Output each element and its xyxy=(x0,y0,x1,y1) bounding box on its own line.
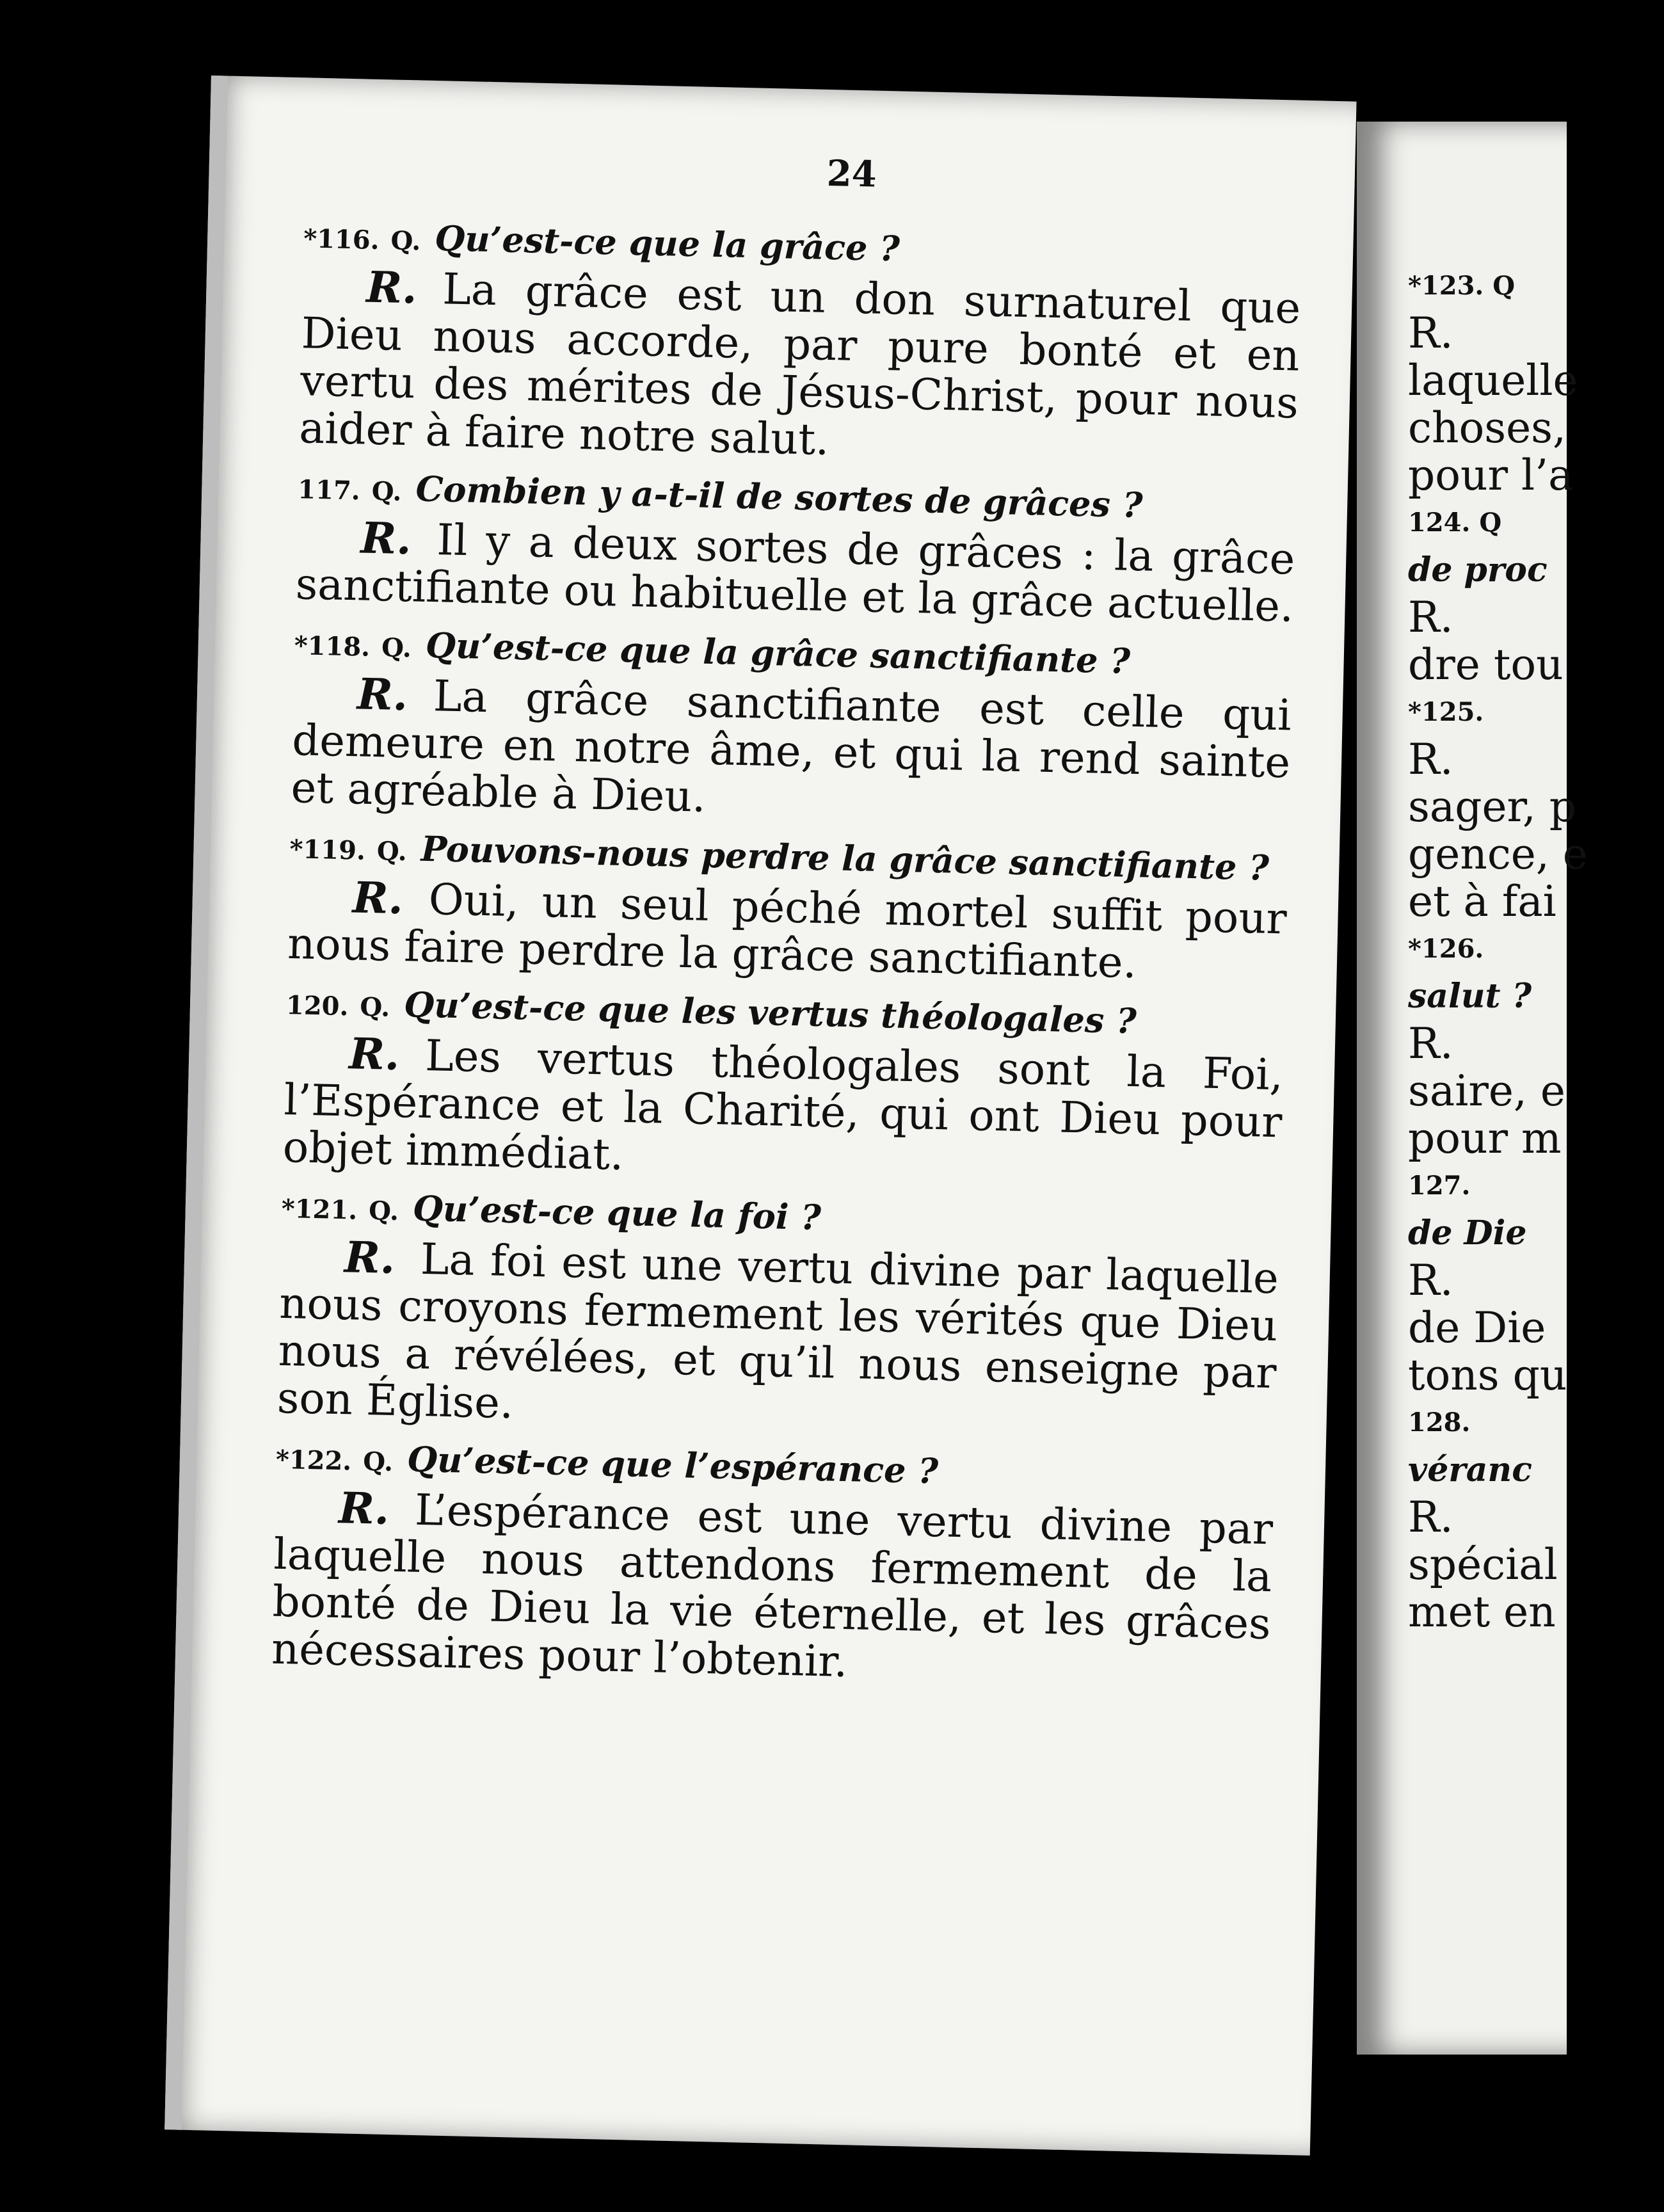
question-text: Qu’est-ce que les vertus théologales ? xyxy=(403,984,1137,1042)
r-label: R. xyxy=(348,1028,401,1080)
answer-text: L’espérance est une vertu divine par laquelle nous attendons fermement de la bonté de Dieu la vie éternelle, et les grâces nécessaires pour l’obtenir. xyxy=(271,1484,1274,1687)
entry-118 xyxy=(291,619,1293,833)
question-number: *122. xyxy=(275,1444,352,1477)
question-number: *119. xyxy=(289,834,366,866)
r-label: R. xyxy=(365,261,418,314)
right-page-line: R. xyxy=(1408,309,1453,358)
right-page-partial xyxy=(1357,122,1588,2055)
right-page-line: *126. xyxy=(1408,934,1484,964)
question-number: 117. xyxy=(297,474,361,506)
right-page-line: pour l’a xyxy=(1408,451,1574,500)
question-number: *118. xyxy=(294,630,371,662)
q-label: Q. xyxy=(362,1446,394,1477)
right-page-line: de proc xyxy=(1408,550,1548,589)
right-page-line: pour m xyxy=(1408,1114,1562,1163)
q-label: Q. xyxy=(390,225,421,257)
catechism-entries xyxy=(271,212,1302,1706)
right-page-line: *125. xyxy=(1408,697,1484,727)
question-number: *116. xyxy=(303,223,380,256)
right-page-line: R. xyxy=(1408,1256,1453,1305)
right-page-line: spécial xyxy=(1408,1540,1558,1589)
right-page-line: tons qu xyxy=(1408,1350,1567,1400)
r-label: R. xyxy=(338,1482,390,1534)
entry-117 xyxy=(295,463,1297,630)
q-label: Q. xyxy=(381,632,412,664)
answer-text: Oui, un seul péché mortel suffit pour nous faire perdre la grâce sanctifiante. xyxy=(287,874,1288,988)
answer-paragraph xyxy=(295,513,1295,630)
r-label: R. xyxy=(344,1231,396,1283)
q-label: Q. xyxy=(376,836,408,867)
r-label: R. xyxy=(352,872,404,924)
right-page-line: R. xyxy=(1408,1493,1453,1542)
right-page-line: et à fai xyxy=(1408,877,1556,926)
answer-text: Il y a deux sortes de grâces : la grâce sanctifiante ou habituelle et la grâce actuelle. xyxy=(295,515,1296,632)
right-page-line: choses, xyxy=(1408,403,1566,453)
answer-paragraph xyxy=(276,1232,1279,1444)
right-page-line: R. xyxy=(1408,1019,1453,1068)
answer-paragraph xyxy=(271,1483,1273,1695)
entry-121 xyxy=(276,1182,1280,1444)
r-label: R. xyxy=(356,668,409,721)
entry-116 xyxy=(299,212,1302,474)
answer-paragraph xyxy=(291,669,1292,833)
question-text: Qu’est-ce que l’espérance ? xyxy=(406,1438,939,1492)
question-text: Qu’est-ce que la grâce sanctifiante ? xyxy=(425,624,1131,682)
question-number: *121. xyxy=(281,1193,358,1226)
q-label: Q. xyxy=(368,1196,399,1227)
entry-120 xyxy=(282,979,1284,1193)
r-label: R. xyxy=(360,512,412,565)
right-page-line: *123. Q xyxy=(1408,271,1516,301)
right-page-line: sager, p xyxy=(1408,782,1577,831)
entry-122 xyxy=(271,1433,1274,1695)
q-label: Q. xyxy=(371,476,403,507)
right-page-line: R. xyxy=(1408,593,1453,642)
right-page-line: met en xyxy=(1408,1587,1556,1637)
left-page xyxy=(164,76,1356,2156)
question-number: 120. xyxy=(285,990,349,1022)
answer-text: La grâce sanctifiante est celle qui demeure en notre âme, et qui la rend sainte et agréable à Dieu. xyxy=(290,671,1292,822)
right-page-line: R. xyxy=(1408,735,1453,784)
right-page-line: dre tou xyxy=(1408,640,1564,689)
answer-text: La grâce est un don surnaturel que Dieu nous accorde, par pure bonté et en vertu des mérites de Jésus-Christ, pour nous aider à faire notre salut. xyxy=(298,264,1302,465)
page-number: 24 xyxy=(826,152,877,196)
right-page-line: 127. xyxy=(1408,1171,1471,1201)
right-page-line: 124. Q xyxy=(1408,508,1502,538)
q-label: Q. xyxy=(359,991,390,1023)
right-page-line: 128. xyxy=(1408,1407,1471,1438)
answer-text: Les vertus théologales sont la Foi, l’Espérance et la Charité, qui ont Dieu pour objet immédiat. xyxy=(282,1030,1284,1180)
answer-text: La foi est une vertu divine par laquelle nous croyons fermement les vérités que Dieu nous a révélées, et qu’il nous enseigne par son Église. xyxy=(276,1233,1279,1429)
right-page-line: de Die xyxy=(1408,1214,1527,1253)
right-page-line: saire, e xyxy=(1408,1066,1565,1116)
right-page-line: laquelle xyxy=(1408,356,1578,405)
answer-paragraph xyxy=(282,1029,1284,1193)
right-page-lines xyxy=(1408,262,1664,1636)
right-page-line: véranc xyxy=(1408,1450,1532,1489)
answer-paragraph xyxy=(287,872,1287,990)
question-text: Pouvons-nous perdre la grâce sanctifiante ? xyxy=(420,828,1270,888)
question-text: Qu’est-ce que la foi ? xyxy=(412,1187,822,1238)
right-page-line: gence, e xyxy=(1408,830,1588,879)
answer-paragraph xyxy=(299,262,1301,474)
entry-119 xyxy=(287,822,1288,990)
right-page-line: de Die xyxy=(1408,1303,1546,1352)
right-page-line: salut ? xyxy=(1408,977,1532,1016)
question-text: Qu’est-ce que la grâce ? xyxy=(434,218,900,269)
question-text: Combien y a-t-il de sortes de grâces ? xyxy=(415,468,1144,526)
